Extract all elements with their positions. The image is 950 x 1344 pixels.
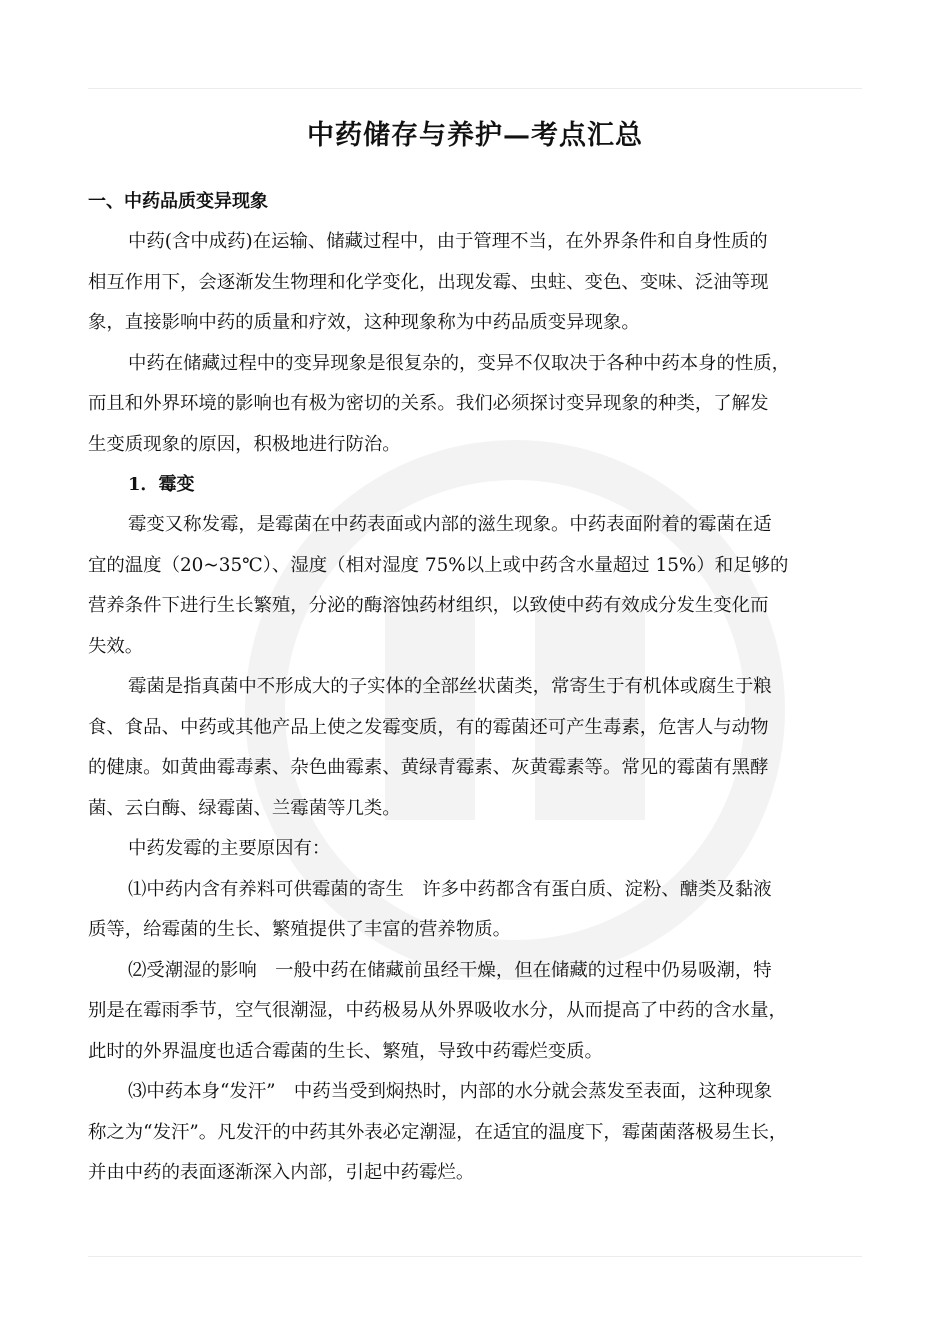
- text-line: 并由中药的表面逐渐深入内部，引起中药霉烂。: [88, 1162, 475, 1183]
- text-line: 中药(含中成药)在运输、储藏过程中，由于管理不当，在外界条件和自身性质的: [128, 231, 768, 252]
- paragraph-1: [88, 222, 862, 344]
- paragraph-3: [88, 505, 862, 667]
- text-line: 别是在霉雨季节，空气很潮湿，中药极易从外界吸收水分，从而提高了中药的含水量，: [88, 1000, 787, 1021]
- document-body: [88, 182, 862, 1194]
- paragraph-7: [88, 951, 862, 1073]
- text-line: 霉变又称发霉，是霉菌在中药表面或内部的滋生现象。中药表面附着的霉菌在适: [128, 514, 772, 535]
- paragraph-8: [88, 1072, 862, 1194]
- text-line: ⑵受潮湿的影响 一般中药在储藏前虽经干燥，但在储藏的过程中仍易吸潮，特: [128, 959, 772, 981]
- text-line: 此时的外界温度也适合霉菌的生长、繁殖，导致中药霉烂变质。: [88, 1040, 603, 1062]
- text-line: ⑶中药本身“发汗” 中药当受到焖热时，内部的水分就会蒸发至表面，这种现象: [128, 1081, 773, 1102]
- text-line: 而且和外界环境的影响也有极为密切的关系。我们必须探讨变异现象的种类，了解发: [88, 393, 769, 414]
- text-line: ⑴中药内含有养料可供霉菌的寄生 许多中药都含有蛋白质、淀粉、醣类及黏液: [128, 878, 772, 900]
- text-line: 食、食品、中药或其他产品上使之发霉变质，有的霉菌还可产生毒素，危害人与动物: [88, 716, 769, 738]
- text-line: 生变质现象的原因，积极地进行防治。: [88, 433, 401, 455]
- text-line: 称之为“发汗”。凡发汗的中药其外表必定潮湿，在适宜的温度下，霉菌菌落极易生长，: [88, 1121, 788, 1143]
- text-line: 失效。: [88, 635, 144, 657]
- paragraph-5: [88, 829, 862, 870]
- section-heading: 一、中药品质变异现象: [88, 191, 268, 212]
- text-line: 质等，给霉菌的生长、繁殖提供了丰富的营养物质。: [88, 919, 511, 940]
- text-line: 营养条件下进行生长繁殖，分泌的酶溶蚀药材组织，以致使中药有效成分发生变化而: [88, 595, 769, 616]
- header-rule: [88, 88, 862, 89]
- text-line: 的健康。如黄曲霉毒素、杂色曲霉素、黄绿青霉素、灰黄霉素等。常见的霉菌有黑酵: [88, 757, 769, 778]
- text-line: 中药发霉的主要原因有：: [128, 838, 331, 859]
- paragraph-4: [88, 667, 862, 829]
- page-title: 中药储存与养护—考点汇总: [307, 120, 643, 151]
- subsection-heading: 1．霉变: [128, 474, 195, 495]
- text-line: 菌、云白酶、绿霉菌、兰霉菌等几类。: [88, 797, 401, 819]
- paragraph-2: [88, 344, 862, 466]
- text-line: 象，直接影响中药的质量和疗效，这种现象称为中药品质变异现象。: [88, 312, 640, 333]
- paragraph-6: [88, 870, 862, 951]
- text-line: 宜的温度（20~35℃）、湿度（相对湿度 75%以上或中药含水量超过 15%）和足够的: [88, 554, 789, 576]
- footer-rule: [88, 1256, 862, 1257]
- text-line: 霉菌是指真菌中不形成大的子实体的全部丝状菌类，常寄生于有机体或腐生于粮: [128, 676, 772, 697]
- text-line: 相互作用下，会逐渐发生物理和化学变化，出现发霉、虫蛀、变色、变味、泛油等现: [88, 271, 769, 293]
- text-line: 中药在储藏过程中的变异现象是很复杂的，变异不仅取决于各种中药本身的性质，: [128, 352, 791, 374]
